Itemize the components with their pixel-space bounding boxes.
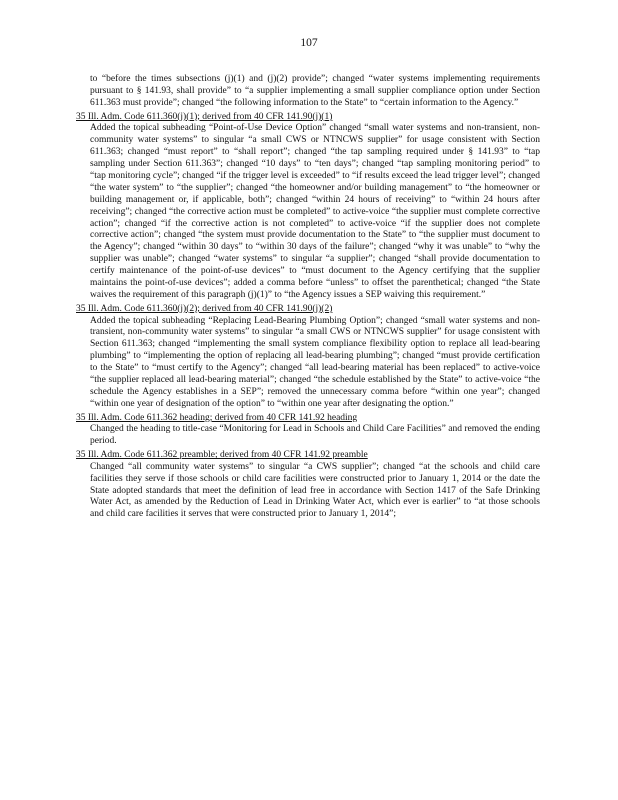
entry-heading: 35 Ill. Adm. Code 611.362 preamble; derived from 40 CFR 141.92 preamble	[76, 450, 368, 461]
entry-heading: 35 Ill. Adm. Code 611.360(j)(2); derived from 40 CFR 141.90(j)(2)	[76, 303, 333, 314]
entry-611-362-heading	[76, 413, 540, 448]
entry-heading: 35 Ill. Adm. Code 611.362 heading; derived from 40 CFR 141.92 heading	[76, 412, 358, 423]
continuation-paragraph: to “before the times subsections (j)(1) and (j)(2) provide”; changed “water systems implementing requirements pursuant to § 141.93, shall provide” to “a supplier implementing a small supplier compliance option under Section 611.363 must provide”; changed “the following information to the State” to “certain information to the Agency.”	[90, 74, 540, 108]
page-content	[76, 74, 540, 521]
entry-body: Changed “all community water systems” to singular “a CWS supplier”; changed “at the schools and child care facilities they serve if those schools or child care facilities were constructed prior to January 1, 2014 or the date the State adopted standards that meet the definition of lead free in accordance with Section 1417 of the Safe Drinking Water Act, as amended by the Reduction of Lead in Drinking Water Act, which ever is earlier” to “at those schools and child care facilities it serves that were constructed prior to January 1, 2014”;	[90, 461, 540, 520]
entry-heading: 35 Ill. Adm. Code 611.360(j)(1); derived from 40 CFR 141.90(j)(1)	[76, 111, 333, 122]
entry-body: Changed the heading to title-case “Monitoring for Lead in Schools and Child Care Facilities” and removed the ending period.	[90, 424, 540, 447]
entry-611-360-j2	[76, 304, 540, 411]
entry-611-360-j1	[76, 112, 540, 302]
page-number: 107	[300, 37, 318, 49]
entry-body: Added the topical subheading “Point-of-Use Device Option” changed “small water systems and non-transient, non-community water systems” to singular “a small CWS or NTNCWS supplier” for usage consistent with Section 611.363; changed “must report” to “shall report”; changed “the tap sampling required under § 141.93” to “tap sampling under Section 611.363”; changed “10 days” to “ten days”; changed “tap sampling monitoring period” to “tap monitoring cycle”; changed “if the trigger level is exceeded” to “if results exceed the lead trigger level”; changed “the water system” to “the supplier”; changed “the homeowner and/or building management” to “the homeowner or building management or, if applicable, both”; changed “within 24 hours of receiving” to “within 24 hours after receiving”; changed “the corrective action must be completed” to active-voice “the supplier must complete corrective action”; changed “if the corrective action is not completed” to active-voice “if the supplier does not complete corrective action”; changed “the system must provide documentation to the State” to “the supplier must document to the Agency”; changed “within 30 days” to “within 30 days of the failure”; changed “why it was unable” to “why the supplier was unable”; changed “water systems” to singular “a supplier”; changed “shall provide documentation to certify maintenance of the point-of-use devices” to “must document to the Agency certifying that the supplier maintains the point-of-use devices”; added a comma before “unless” to offset the parenthetical; changed “the State waives the requirement of this paragraph (j)(1)” to “the Agency issues a SEP waiving this requirement.”	[90, 123, 540, 300]
entry-611-362-preamble	[76, 450, 540, 521]
entry-body: Added the topical subheading “Replacing Lead-Bearing Plumbing Option”; changed “small water systems and non-transient, non-community water systems” to singular “a small CWS or NTNCWS supplier” for usage consistent with Section 611.363; changed “implementing the small system compliance flexibility option to replace all lead-bearing plumbing” to “implementing the option of replacing all lead-bearing plumbing”; changed “must provide certification to the State” to “must certify to the Agency”; changed “all lead-bearing material has been replaced” to active-voice “the supplier replaced all lead-bearing material”; changed “the schedule established by the State” to active-voice “the schedule the Agency establishes in a SEP”; removed the unnecessary comma before “within one year”; changed “within one year of designation of the option” to “within one year after designating the option.”	[90, 315, 540, 409]
